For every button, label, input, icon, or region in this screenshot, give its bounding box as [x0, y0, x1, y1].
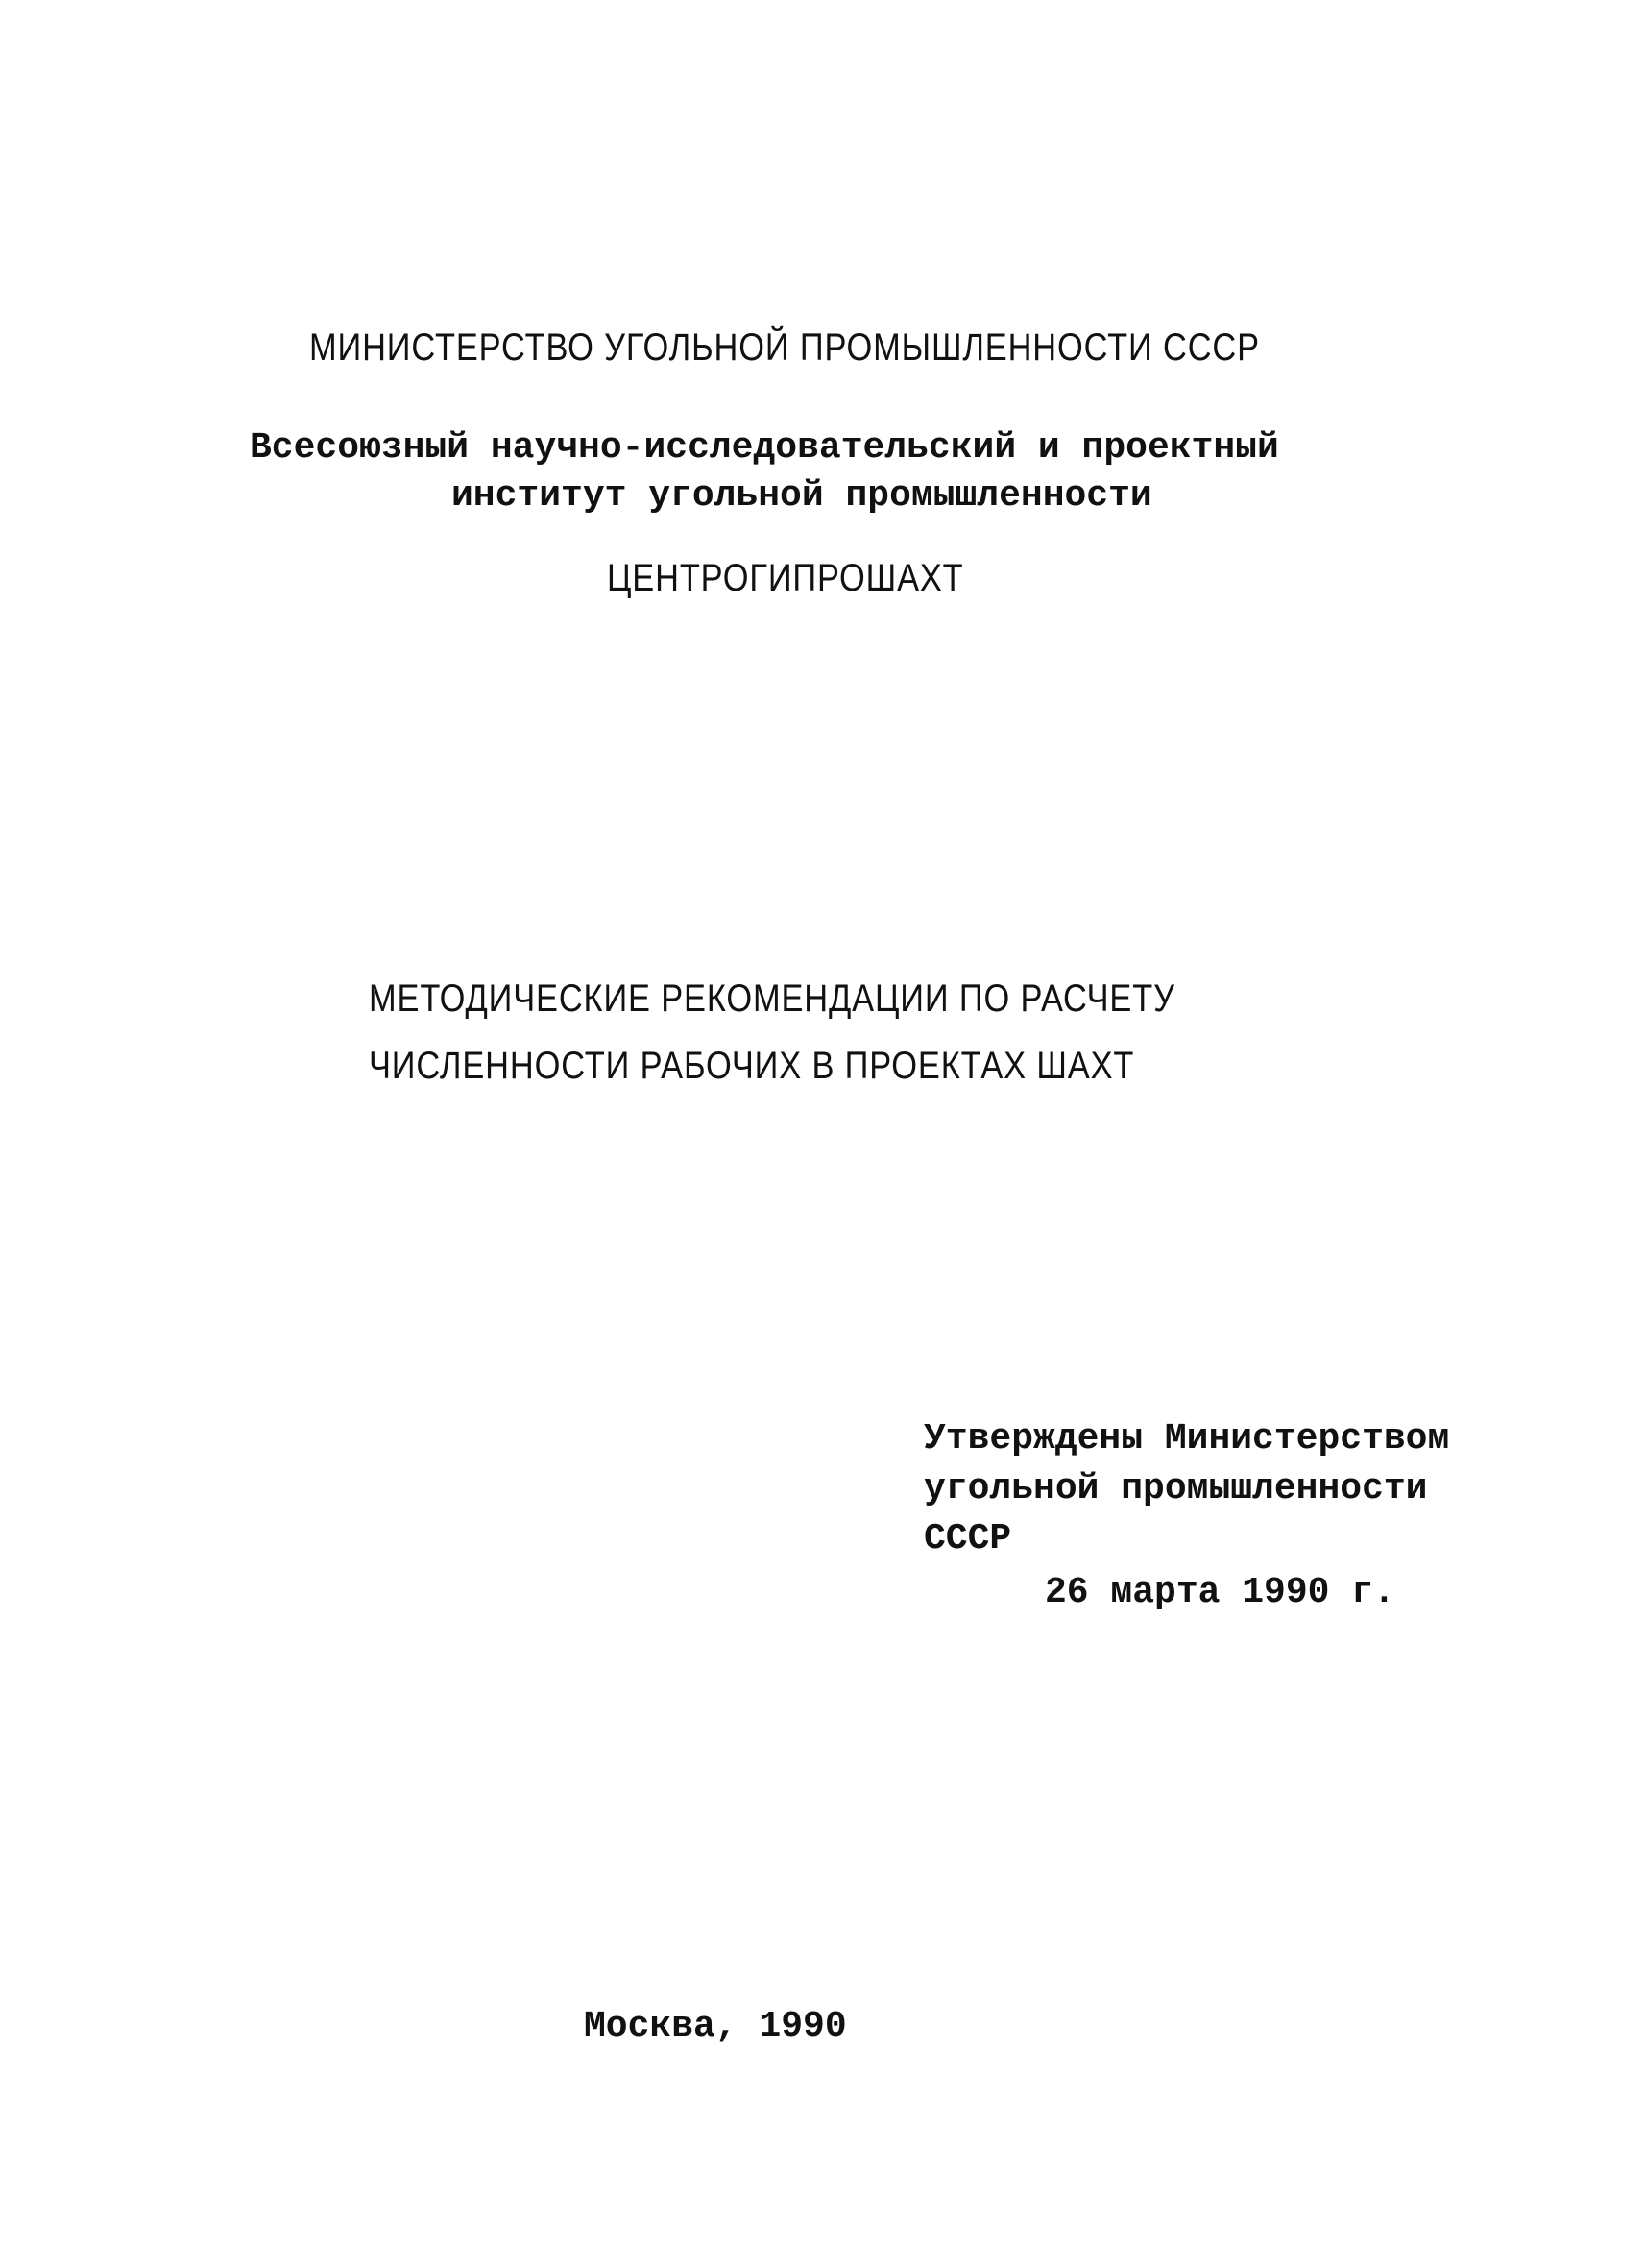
place-and-year: Москва, 1990: [584, 2006, 847, 2047]
approval-line1: Утверждены Министерством: [924, 1418, 1450, 1460]
document-title-line2: ЧИСЛЕННОСТИ РАБОЧИХ В ПРОЕКТАХ ШАХТ: [369, 1045, 1135, 1087]
ministry-name: МИНИСТЕРСТВО УГОЛЬНОЙ ПРОМЫШЛЕННОСТИ СССР: [309, 326, 1260, 369]
institute-description-line1: Всесоюзный научно-исследовательский и проектный: [250, 427, 1279, 469]
institute-description-line2: институт угольной промышленности: [451, 475, 1152, 517]
document-title-line1: МЕТОДИЧЕСКИЕ РЕКОМЕНДАЦИИ ПО РАСЧЕТУ: [369, 977, 1175, 1020]
approval-line2: угольной промышленности: [924, 1468, 1428, 1509]
approval-date: 26 марта 1990 г.: [1045, 1572, 1395, 1613]
institute-name: ЦЕНТРОГИПРОШАХТ: [607, 557, 964, 599]
approval-line3: СССР: [924, 1518, 1012, 1559]
